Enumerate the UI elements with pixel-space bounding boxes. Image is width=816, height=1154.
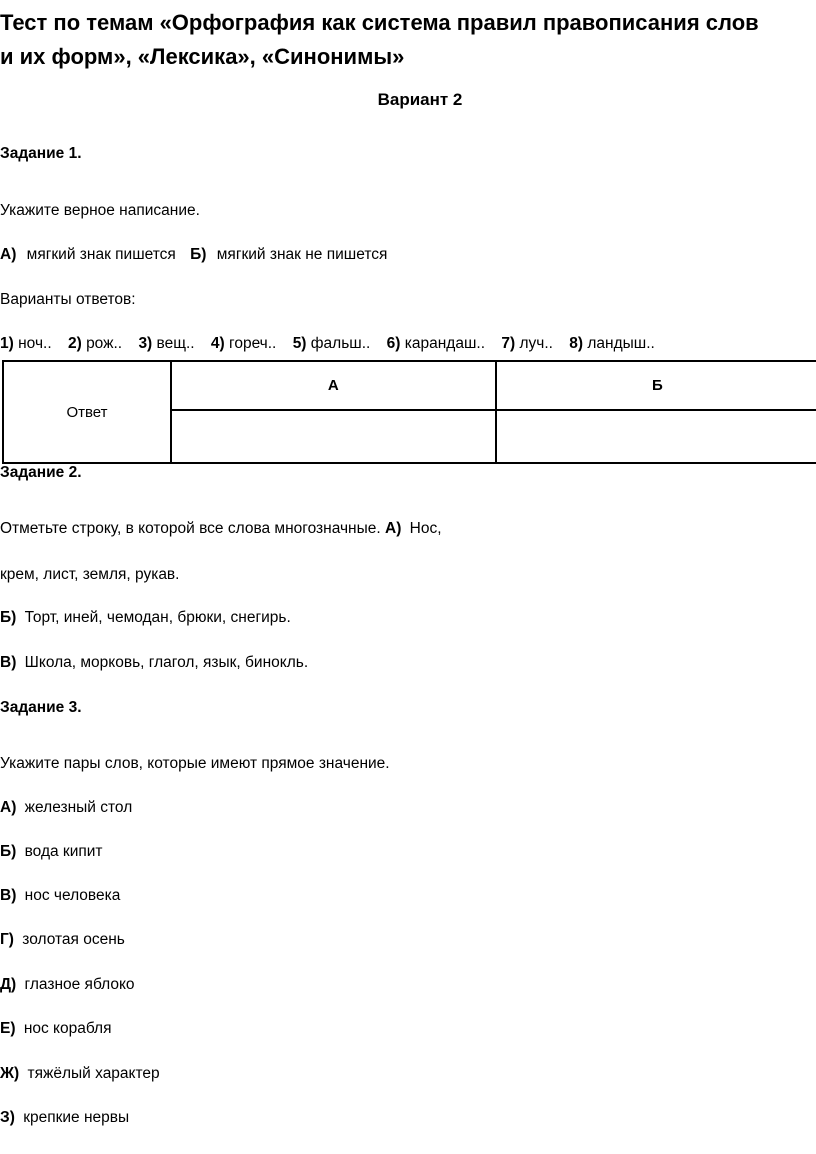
option-text: Торт, иней, чемодан, брюки, снегирь.: [24, 609, 291, 626]
option-text: нос человека: [24, 887, 121, 904]
task3-option: [0, 843, 103, 861]
task3-heading: Задание 3.: [0, 699, 82, 716]
word: вещ..: [156, 335, 195, 352]
option-a-text: мягкий знак пишется: [26, 246, 176, 263]
option-label: Г): [0, 931, 14, 948]
option-text: глазное яблоко: [24, 976, 135, 993]
word-number: 3): [138, 335, 153, 352]
option-b-label: Б): [190, 246, 207, 263]
option-label: Ж): [0, 1065, 20, 1082]
option-text: железный стол: [24, 799, 133, 816]
option-label: Д): [0, 976, 17, 993]
task2-option-c: [0, 654, 308, 672]
task3-option: [0, 799, 132, 817]
option-text: крепкие нервы: [23, 1109, 130, 1126]
option-label: Е): [0, 1020, 16, 1037]
task2-option-b: [0, 609, 291, 627]
column-a-header: А: [171, 361, 496, 410]
answer-table: [2, 360, 816, 464]
answer-cell-b[interactable]: [496, 410, 816, 463]
task3-option: [0, 976, 135, 994]
task1-word-list: [0, 335, 655, 353]
option-label: Б): [0, 609, 17, 626]
option-label: В): [0, 654, 17, 671]
word-number: 8): [569, 335, 584, 352]
document-title: [0, 6, 816, 74]
word: ноч..: [18, 335, 52, 352]
task2-option-a-label: А): [385, 520, 402, 537]
task1-instruction: Укажите верное написание.: [0, 202, 200, 219]
task2-instruction: Отметьте строку, в которой все слова многозначные.: [0, 520, 381, 537]
title-line-2: и их форм», «Лексика», «Синонимы»: [0, 44, 405, 69]
task3-option: [0, 887, 120, 905]
variant-heading: Вариант 2: [377, 90, 463, 109]
task2-option-a-rest: крем, лист, земля, рукав.: [0, 566, 180, 583]
word: гореч..: [229, 335, 277, 352]
option-text: нос корабля: [23, 1020, 112, 1037]
word: фальш..: [310, 335, 371, 352]
word: луч..: [519, 335, 553, 352]
task3-option: [0, 1065, 160, 1083]
task2-line1: [0, 520, 442, 538]
task3-option: [0, 1020, 111, 1038]
task3-option: [0, 1109, 129, 1127]
word-number: 7): [501, 335, 516, 352]
option-a-label: А): [0, 246, 17, 263]
option-label: А): [0, 799, 17, 816]
word: карандаш..: [404, 335, 486, 352]
task1-options: [0, 246, 387, 264]
option-label: В): [0, 887, 17, 904]
word-number: 4): [210, 335, 225, 352]
answer-cell-a[interactable]: [171, 410, 496, 463]
word-number: 2): [67, 335, 82, 352]
option-label: Б): [0, 843, 17, 860]
task1-heading: Задание 1.: [0, 145, 82, 162]
word-number: 6): [386, 335, 401, 352]
option-text: вода кипит: [24, 843, 103, 860]
word: рож..: [86, 335, 123, 352]
column-b-header: Б: [496, 361, 816, 410]
task3-option: [0, 931, 125, 949]
task2-option-a-start: Нос,: [409, 520, 442, 537]
title-line-1: Тест по темам «Орфография как система правил правописания слов: [0, 10, 759, 35]
option-label: З): [0, 1109, 15, 1126]
task1-answers-label: Варианты ответов:: [0, 291, 136, 308]
answer-row-label: Ответ: [3, 361, 171, 463]
option-text: золотая осень: [22, 931, 125, 948]
word-number: 5): [292, 335, 307, 352]
option-b-text: мягкий знак не пишется: [216, 246, 388, 263]
word: ландыш..: [587, 335, 655, 352]
task3-instruction: Укажите пары слов, которые имеют прямое значение.: [0, 755, 390, 772]
option-text: тяжёлый характер: [27, 1065, 160, 1082]
task2-heading: Задание 2.: [0, 464, 82, 481]
word-number: 1): [0, 335, 14, 352]
option-text: Школа, морковь, глагол, язык, бинокль.: [24, 654, 309, 671]
